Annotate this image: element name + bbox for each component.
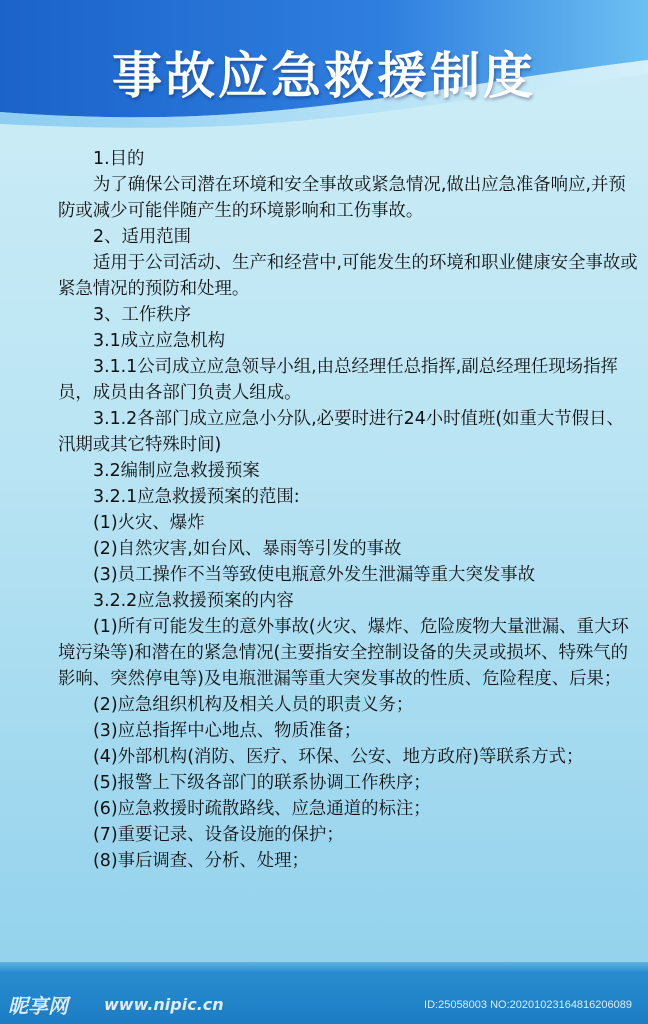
paragraph: 3.1.1公司成立应急领导小组,由总经理任总指挥,副总经理任现场指挥员，成员由各部门负责人组成。	[58, 357, 618, 403]
document-body	[58, 146, 638, 874]
paragraph: (4)外部机构(消防、医疗、环保、公安、地方政府)等联系方式；	[93, 747, 584, 767]
paragraph: (8)事后调查、分析、处理；	[93, 851, 309, 871]
paragraph: 1.目的	[93, 149, 145, 169]
paragraph: 为了确保公司潜在环境和安全事故或紧急情况,做出应急准备响应,并预防或减少可能伴随产生的环境影响和工伤事故。	[58, 175, 626, 221]
paragraph: (7)重要记录、设备设施的保护；	[93, 825, 344, 845]
paragraph: (1)所有可能发生的意外事故(火灾、爆炸、危险废物大量泄漏、重大环境污染等)和潜在的紧急情况(主要指安全控制设备的失灵或损坏、特殊气的影响、突然停电等)及电瓶泄漏等重大突发事故的性质、危险程度、后果；	[58, 617, 629, 689]
paragraph: (3)应总指挥中心地点、物质准备；	[93, 721, 362, 741]
paragraph: 3.1成立应急机构	[93, 331, 226, 351]
paragraph: 适用于公司活动、生产和经营中,可能发生的环境和职业健康安全事故或紧急情况的预防和处理。	[58, 253, 638, 299]
paragraph: (2)应急组织机构及相关人员的职责义务；	[93, 695, 414, 715]
paragraph: 3.2.1应急救援预案的范围:	[93, 487, 300, 507]
paragraph: 3.2编制应急救援预案	[93, 461, 260, 481]
paragraph: 3.2.2应急救援预案的内容	[93, 591, 294, 611]
watermark-url: www.nipic.cn	[104, 995, 224, 1014]
watermark-logo: 昵享网	[8, 994, 68, 1018]
paragraph: (2)自然灾害,如台风、暴雨等引发的事故	[93, 539, 402, 559]
paragraph: (6)应急救援时疏散路线、应急通道的标注；	[93, 799, 431, 819]
watermark-id: ID:25058003 NO:20201023164816206089	[424, 999, 632, 1011]
header-banner	[0, 0, 648, 150]
paragraph: 2、适用范围	[93, 227, 192, 247]
paragraph: 3.1.2各部门成立应急小分队,必要时进行24小时值班(如重大节假日、汛期或其它特殊时间)	[58, 409, 624, 455]
paragraph: 3、工作秩序	[93, 305, 192, 325]
footer-bar	[0, 962, 648, 1024]
paragraph: (5)报警上下级各部门的联系协调工作秩序；	[93, 773, 431, 793]
paragraph: (1)火灾、爆炸	[93, 513, 205, 533]
page-title: 事故应急救援制度	[112, 47, 536, 105]
paragraph: (3)员工操作不当等致使电瓶意外发生泄漏等重大突发事故	[93, 565, 536, 585]
